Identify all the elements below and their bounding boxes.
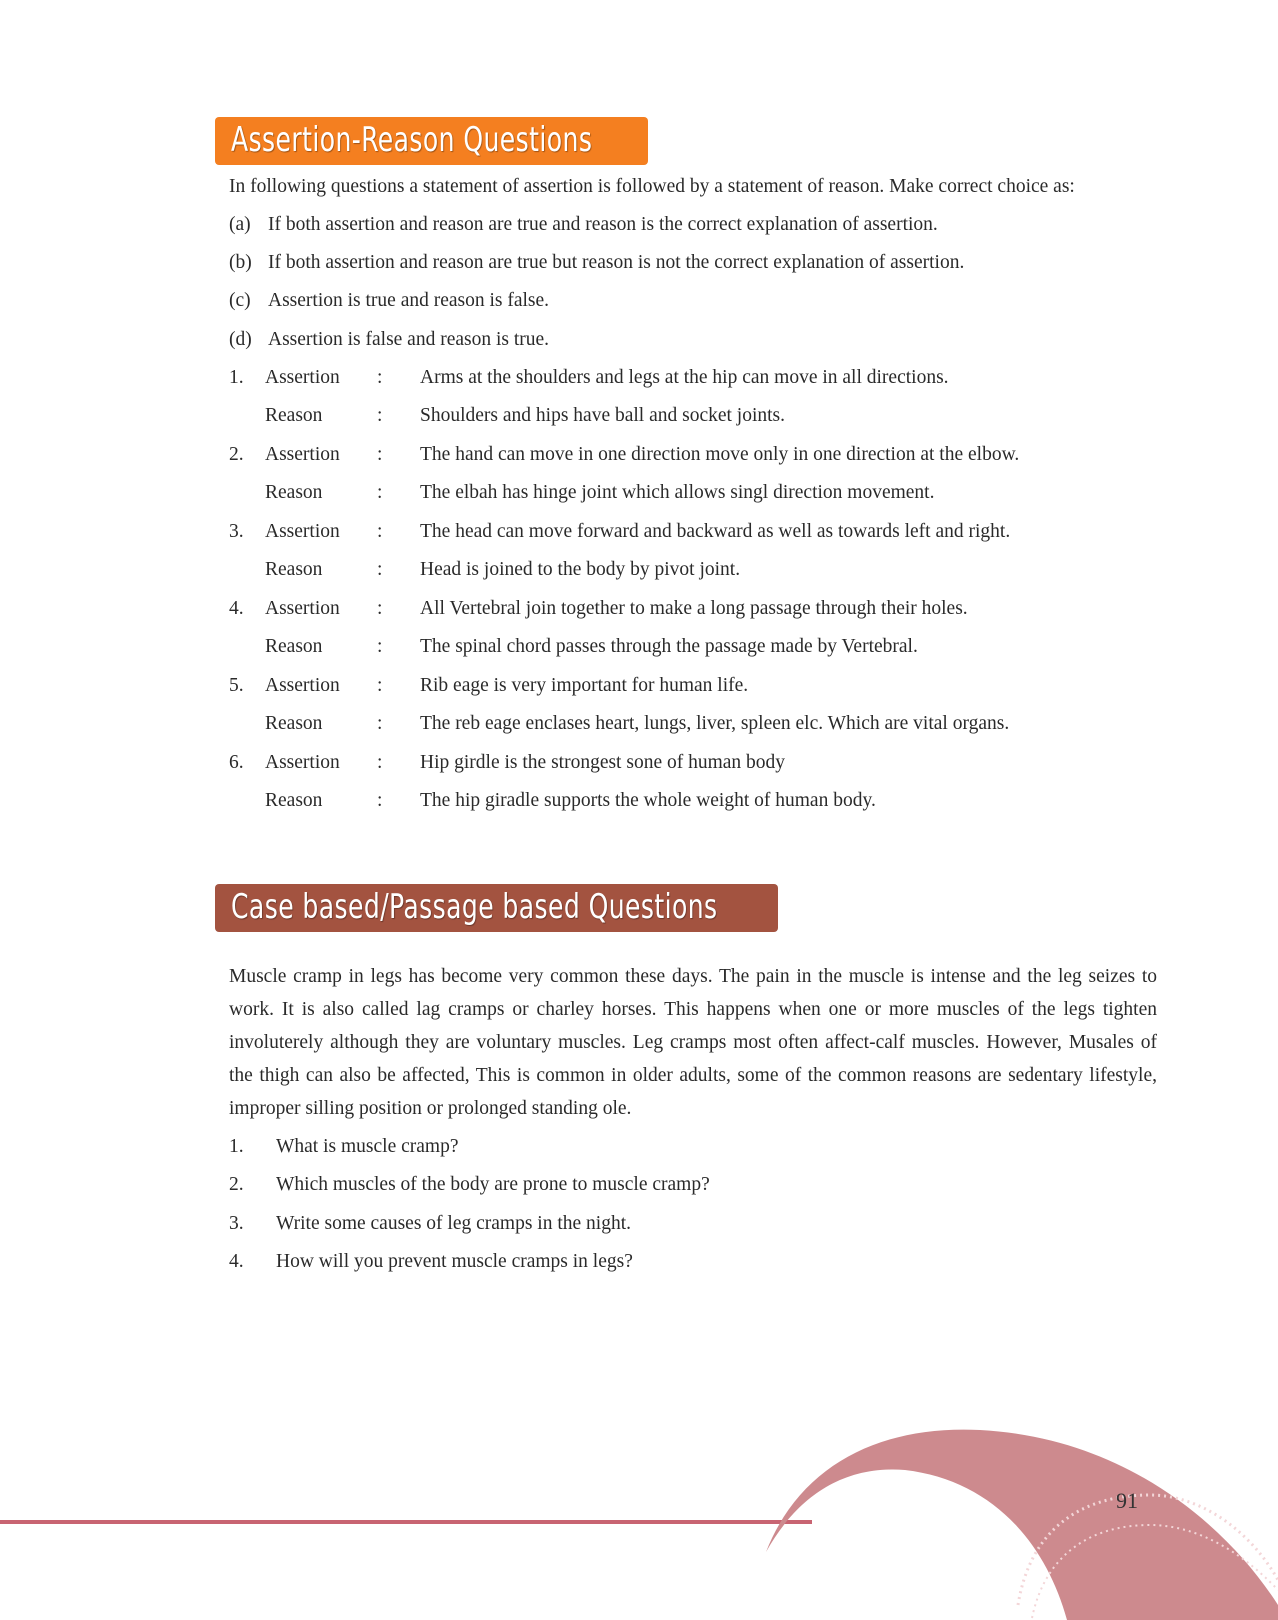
case-passage: Muscle cramp in legs has become very common these days. The pain in the muscle is intense and the leg seizes to work. It is also called lag cramps or charley horses. This happens when one or more muscles of the legs tighten involuterely although they are voluntary muscles. Leg cramps most often affect-calf muscles. However, Musales of the thigh can also be affected, This is common in older adults, some of the common reasons are sedentary lifestyle, improper silling position or prolonged standing ole. <box>229 966 1157 1119</box>
option-label-a: (a) <box>229 214 251 235</box>
reason-label: Reason <box>265 405 323 426</box>
assertion-reason-heading-text: Assertion-Reason Questions <box>231 120 593 160</box>
colon: : <box>377 521 383 542</box>
question-number: 5. <box>229 675 244 696</box>
reason-text: The hip giradle supports the whole weight of human body. <box>420 790 876 811</box>
case-based-heading-text: Case based/Passage based Questions <box>231 887 718 927</box>
reason-label: Reason <box>265 790 323 811</box>
colon: : <box>377 713 383 734</box>
colon: : <box>377 367 383 388</box>
case-question-text: Write some causes of leg cramps in the night. <box>276 1213 631 1234</box>
question-number: 2. <box>229 444 244 465</box>
case-question-text: What is muscle cramp? <box>276 1136 459 1157</box>
reason-label: Reason <box>265 713 323 734</box>
assertion-label: Assertion <box>265 367 340 388</box>
case-question-text: How will you prevent muscle cramps in legs? <box>276 1251 633 1272</box>
colon: : <box>377 405 383 426</box>
case-based-heading <box>215 884 778 932</box>
assertion-label: Assertion <box>265 521 340 542</box>
assertion-label: Assertion <box>265 444 340 465</box>
colon: : <box>377 752 383 773</box>
reason-label: Reason <box>265 636 323 657</box>
option-label-d: (d) <box>229 329 252 350</box>
question-number: 1. <box>229 367 244 388</box>
footer-wave <box>766 1430 1278 1620</box>
assertion-intro: In following questions a statement of assertion is followed by a statement of reason. Make correct choice as: <box>229 176 1075 197</box>
colon: : <box>377 482 383 503</box>
assertion-text: Rib eage is very important for human life. <box>420 675 749 696</box>
assertion-label: Assertion <box>265 598 340 619</box>
case-question-number: 2. <box>229 1174 244 1195</box>
option-label-c: (c) <box>229 290 251 311</box>
colon: : <box>377 444 383 465</box>
assertion-text: Hip girdle is the strongest sone of human body <box>420 752 786 773</box>
question-number: 4. <box>229 598 244 619</box>
reason-text: The reb eage enclases heart, lungs, liver, spleen elc. Which are vital organs. <box>420 713 1010 734</box>
assertion-label: Assertion <box>265 675 340 696</box>
assertion-text: All Vertebral join together to make a long passage through their holes. <box>420 598 968 619</box>
question-number: 3. <box>229 521 244 542</box>
reason-text: The elbah has hinge joint which allows singl direction movement. <box>420 482 935 503</box>
option-text-d: Assertion is false and reason is true. <box>268 329 550 350</box>
reason-text: Head is joined to the body by pivot joint. <box>420 559 741 580</box>
case-question-number: 4. <box>229 1251 244 1272</box>
case-question-text: Which muscles of the body are prone to muscle cramp? <box>276 1174 710 1195</box>
colon: : <box>377 790 383 811</box>
assertion-reason-heading <box>215 117 648 165</box>
colon: : <box>377 598 383 619</box>
question-number: 6. <box>229 752 244 773</box>
case-question-number: 3. <box>229 1213 244 1234</box>
footer-decoration <box>0 1420 1278 1620</box>
case-question-number: 1. <box>229 1136 244 1157</box>
option-text-a: If both assertion and reason are true and reason is the correct explanation of assertion. <box>268 214 938 235</box>
assertion-text: The hand can move in one direction move only in one direction at the elbow. <box>420 444 1020 465</box>
page-number: 91 <box>1116 1488 1138 1513</box>
reason-label: Reason <box>265 482 323 503</box>
colon: : <box>377 675 383 696</box>
colon: : <box>377 559 383 580</box>
assertion-text: The head can move forward and backward as well as towards left and right. <box>420 521 1011 542</box>
reason-text: Shoulders and hips have ball and socket joints. <box>420 405 786 426</box>
reason-text: The spinal chord passes through the passage made by Vertebral. <box>420 636 918 657</box>
option-text-c: Assertion is true and reason is false. <box>268 290 550 311</box>
colon: : <box>377 636 383 657</box>
assertion-label: Assertion <box>265 752 340 773</box>
option-label-b: (b) <box>229 252 252 273</box>
reason-label: Reason <box>265 559 323 580</box>
option-text-b: If both assertion and reason are true but reason is not the correct explanation of assertion. <box>268 252 965 273</box>
assertion-text: Arms at the shoulders and legs at the hip can move in all directions. <box>420 367 949 388</box>
